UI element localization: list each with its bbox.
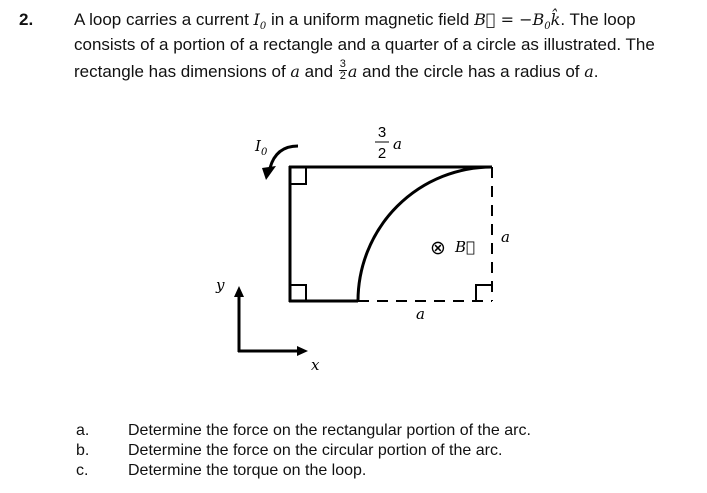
part-b-letter: b. [76, 442, 90, 459]
field-label: B⃗ [455, 238, 476, 256]
right-angle-mark-bottom-right [476, 285, 491, 300]
x-axis-arrowhead [297, 346, 308, 356]
current-arrow [270, 146, 298, 168]
problem-line-1: A loop carries a current $I_0$ in a uniform magnetic field B⃗ = $-B_0k̂$. The loop [74, 10, 636, 33]
top-fraction-numerator: 3 [377, 124, 387, 141]
current-label: $I_0$ [255, 137, 268, 158]
into-page-symbol: ⊗ [430, 237, 446, 259]
fraction-three-halves: $\frac{3}{2}$ [339, 58, 346, 82]
part-a-text: Determine the force on the rectangular portion of the arc. [128, 422, 531, 439]
quarter-circle-arc [358, 167, 492, 301]
top-dimension-a: a [393, 135, 402, 153]
question-number: 2. [19, 10, 34, 29]
field-expression: B⃗ = $-B_0k̂$ [474, 10, 561, 33]
part-a-letter: a. [76, 422, 90, 439]
current-arrowhead [262, 166, 276, 180]
bottom-dimension-label: a [416, 305, 425, 323]
current-symbol: $I_0$ [253, 10, 267, 33]
part-c-letter: c. [76, 462, 89, 479]
right-angle-mark-top-left [291, 168, 306, 184]
part-b-text: Determine the force on the circular portion of the arc. [128, 442, 503, 459]
right-dimension-label: a [501, 228, 510, 246]
x-axis-label: x [311, 356, 320, 374]
y-axis-arrowhead [234, 286, 244, 297]
right-angle-mark-bottom-left [291, 285, 306, 300]
part-c-text: Determine the torque on the loop. [128, 462, 367, 479]
y-axis-label: y [216, 276, 225, 294]
problem-line-2: consists of a portion of a rectangle and a quarter of a circle as illustrated. The [74, 35, 655, 54]
problem-line-3: rectangle has dimensions of a and $\frac{3}{2}$ a and the circle has a radius of a. [74, 58, 599, 82]
top-fraction-denominator: 2 [377, 145, 387, 162]
